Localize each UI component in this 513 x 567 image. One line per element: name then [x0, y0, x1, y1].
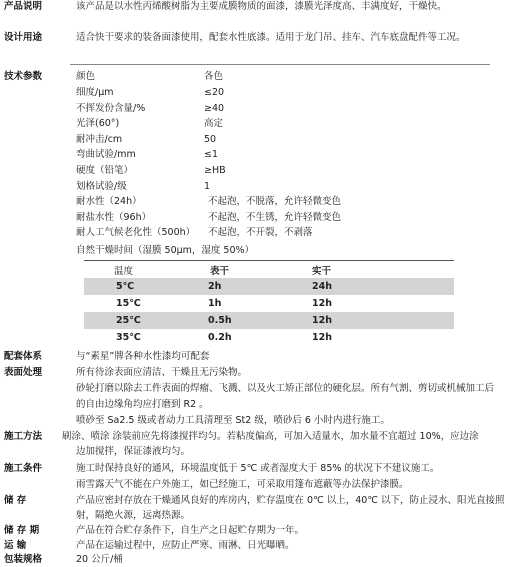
- param-name: 耐冲击/cm: [76, 133, 123, 145]
- surface-line: 所有待涂表面应清洁、干燥且无污染物。: [76, 367, 248, 378]
- param-name: 耐水性（24h）: [76, 196, 142, 208]
- dry-time-table: [84, 260, 454, 346]
- param-name: 光泽(60°): [76, 118, 120, 130]
- param-value: 50: [204, 133, 217, 145]
- shelf-text: 产品在符合贮存条件下，自生产之日起贮存期为一年。: [76, 525, 305, 536]
- param-value: ≥40: [204, 102, 225, 114]
- param-name: 不挥发份含量/%: [76, 102, 146, 114]
- param-value: 不起泡，不脱落，允许轻微变色: [208, 196, 342, 208]
- param-name: 细度/μm: [76, 87, 114, 98]
- param-value: ≤1: [204, 149, 219, 161]
- dry-cell-surface: 0.5h: [208, 315, 232, 326]
- packing-label: 包装规格: [4, 554, 43, 565]
- param-value: 不起泡，不生锈，允许轻微变色: [208, 211, 342, 223]
- matching-text: 与“素星”牌各种水性漆均可配套: [76, 351, 210, 362]
- method-line: 刷涂、喷涂 涂装前应先将漆搅拌均匀。若粘度偏高，可加入适量水，加水量不宜超过 10%，应边涂: [62, 431, 479, 442]
- dry-cell-hard: 12h: [312, 315, 332, 326]
- packing-text: 20 公斤/桶: [76, 554, 123, 565]
- param-name: 耐人工气候老化性（500h）: [76, 227, 196, 239]
- dry-cell-hard: 24h: [312, 281, 332, 292]
- dry-header-temp: 温度: [114, 265, 134, 277]
- conditions-label: 施工条件: [4, 463, 43, 474]
- dry-cell-surface: 2h: [208, 281, 222, 292]
- dry-cell-temp: 25℃: [116, 315, 141, 326]
- transport-text: 产品在运输过程中，应防止严寒、雨淋、日光曝晒。: [76, 540, 295, 551]
- param-name: 硬度（铅笔）: [76, 165, 134, 176]
- dry-table-row: [84, 295, 454, 312]
- shelf-label: 储 存 期: [4, 525, 40, 536]
- surface-line: 的自由边缘角均应打磨到 R2 。: [76, 399, 209, 410]
- surface-line: 喷砂至 Sa2.5 级或者动力工具清理至 St2 级，喷砂后 6 小时内进行施工。: [76, 415, 390, 426]
- dry-cell-temp: 15℃: [116, 298, 141, 309]
- transport-label: 运 输: [4, 540, 27, 551]
- storage-line: 产品应密封存放在干燥通风良好的库房内，贮存温度在 0℃ 以上，40℃ 以下，防止浸水、阳光直接照: [76, 495, 505, 506]
- param-name: 耐盐水性（96h）: [76, 211, 152, 223]
- param-value: 高定: [204, 118, 224, 130]
- dry-cell-temp: 5℃: [116, 281, 135, 292]
- surface-label: 表面处理: [4, 367, 43, 378]
- dry-table-caption: 自然干燥时间（湿膜 50μm，湿度 50%）: [76, 245, 255, 256]
- design-use-text: 适合快干要求的装备面漆使用，配套水性底漆。适用于龙门吊、挂车、汽车底盘配件等工况。: [76, 32, 466, 43]
- tech-color-name: 颜色: [76, 71, 96, 82]
- param-value: 1: [204, 180, 211, 192]
- dry-header-hard: 实干: [312, 265, 332, 277]
- design-use-label: 设计用途: [4, 32, 43, 43]
- product-desc-text: 该产品是以水性丙烯酸树脂为主要成膜物质的面漆，漆膜光泽度高、丰满度好，干燥快。: [76, 1, 447, 12]
- method-line: 边加搅拌，保证漆液均匀。: [76, 446, 191, 457]
- param-value: ≥HB: [204, 165, 226, 176]
- storage-line: 射，隔绝火源，远离热源。: [76, 510, 191, 521]
- param-value: 不起泡，不开裂，不剥落: [208, 227, 313, 239]
- dry-table-header: [84, 260, 454, 278]
- param-name: 划格试验/级: [76, 180, 127, 192]
- dry-table-row: [84, 278, 454, 295]
- conditions-line: 施工时保持良好的通风，环境温度低于 5℃ 或者湿度大于 85% 的状况下不建议施工。: [76, 463, 440, 474]
- product-desc-label: 产品说明: [4, 1, 43, 12]
- dry-cell-surface: 0.2h: [208, 332, 232, 343]
- dry-table-row: [84, 329, 454, 346]
- param-value: ≤20: [204, 87, 225, 98]
- surface-line: 砂轮打磨以除去工件表面的焊瘤、飞溅、以及火工矫正部位的硬化层。所有气割、剪切或机械加工后: [76, 383, 495, 394]
- conditions-line: 雨雪露天气不能在户外施工，如已经施工，可采取用篷布遮蔽等办法保护漆膜。: [76, 479, 409, 490]
- section-divider: [70, 64, 490, 65]
- storage-label: 储 存: [4, 495, 27, 506]
- param-name: 弯曲试验/mm: [76, 149, 136, 161]
- dry-cell-hard: 12h: [312, 298, 332, 309]
- tech-label: 技术参数: [4, 71, 43, 82]
- tech-color-value: 各色: [204, 71, 224, 82]
- dry-header-surface: 表干: [210, 265, 230, 277]
- dry-cell-hard: 12h: [312, 332, 332, 343]
- method-label: 施工方法: [4, 431, 43, 442]
- dry-cell-temp: 35℃: [116, 332, 141, 343]
- dry-cell-surface: 1h: [208, 298, 222, 309]
- dry-table-row: [84, 312, 454, 329]
- matching-label: 配套体系: [4, 351, 43, 362]
